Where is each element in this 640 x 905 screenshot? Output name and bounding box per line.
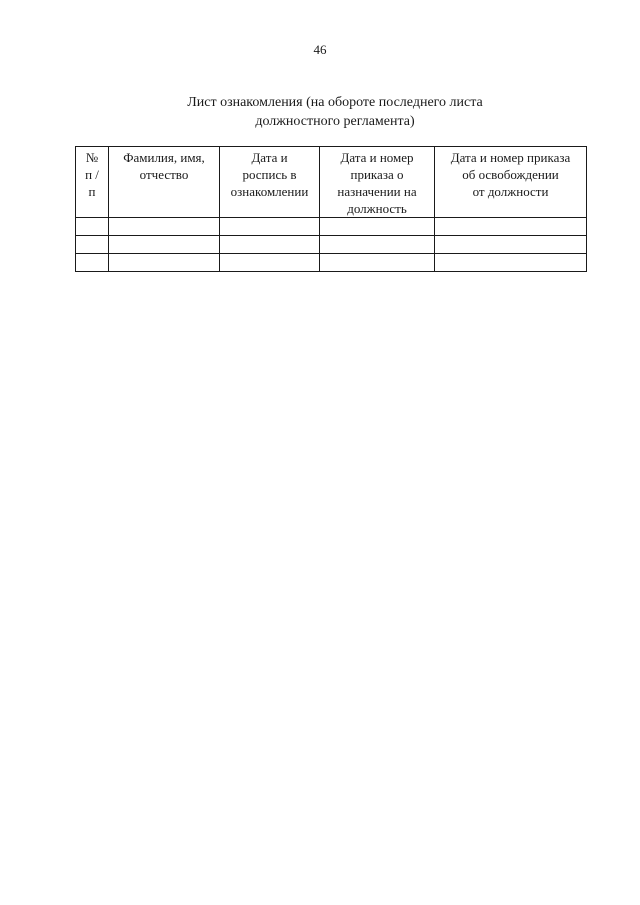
header-date-signature-line: Дата и xyxy=(251,150,288,165)
table-row xyxy=(76,236,587,254)
header-number-line: п xyxy=(88,184,96,199)
header-appointment-order xyxy=(320,147,435,218)
document-title xyxy=(0,93,640,131)
table-cell xyxy=(320,236,435,254)
table-cell xyxy=(220,218,320,236)
table-cell xyxy=(435,254,587,272)
table-cell xyxy=(220,236,320,254)
page-number: 46 xyxy=(313,42,327,57)
table-cell xyxy=(109,236,220,254)
header-date-signature-line: роспись в xyxy=(242,167,297,182)
header-number-line: № xyxy=(85,150,99,165)
table-cell xyxy=(435,218,587,236)
table-row xyxy=(76,254,587,272)
header-number-line: п / xyxy=(85,167,99,182)
table-cell xyxy=(76,236,109,254)
table-cell xyxy=(320,254,435,272)
header-full-name-line: отчество xyxy=(139,167,189,182)
header-appointment-order-line: приказа о xyxy=(350,167,404,182)
header-appointment-order-line: назначении на xyxy=(337,184,417,199)
header-dismissal-order xyxy=(435,147,587,218)
table-cell xyxy=(220,254,320,272)
header-number xyxy=(76,147,109,218)
header-dismissal-order-line: об освобождении xyxy=(462,167,559,182)
header-full-name-line: Фамилия, имя, xyxy=(123,150,205,165)
table-header-row xyxy=(76,147,587,218)
header-full-name xyxy=(109,147,220,218)
table-cell xyxy=(76,254,109,272)
acknowledgement-table xyxy=(75,146,587,272)
header-dismissal-order-line: Дата и номер приказа xyxy=(450,150,571,165)
header-dismissal-order-line: от должности xyxy=(472,184,549,199)
table-cell xyxy=(320,218,435,236)
header-appointment-order-line: Дата и номер xyxy=(340,150,414,165)
title-line-2: должностного регламента) xyxy=(255,114,415,129)
header-appointment-order-line: должность xyxy=(347,201,407,216)
header-date-signature xyxy=(220,147,320,218)
table-row xyxy=(76,218,587,236)
table-cell xyxy=(76,218,109,236)
header-date-signature-line: ознакомлении xyxy=(230,184,309,199)
title-line-1: Лист ознакомления (на обороте последнего листа xyxy=(187,95,483,110)
table-cell xyxy=(435,236,587,254)
table-cell xyxy=(109,218,220,236)
table-cell xyxy=(109,254,220,272)
